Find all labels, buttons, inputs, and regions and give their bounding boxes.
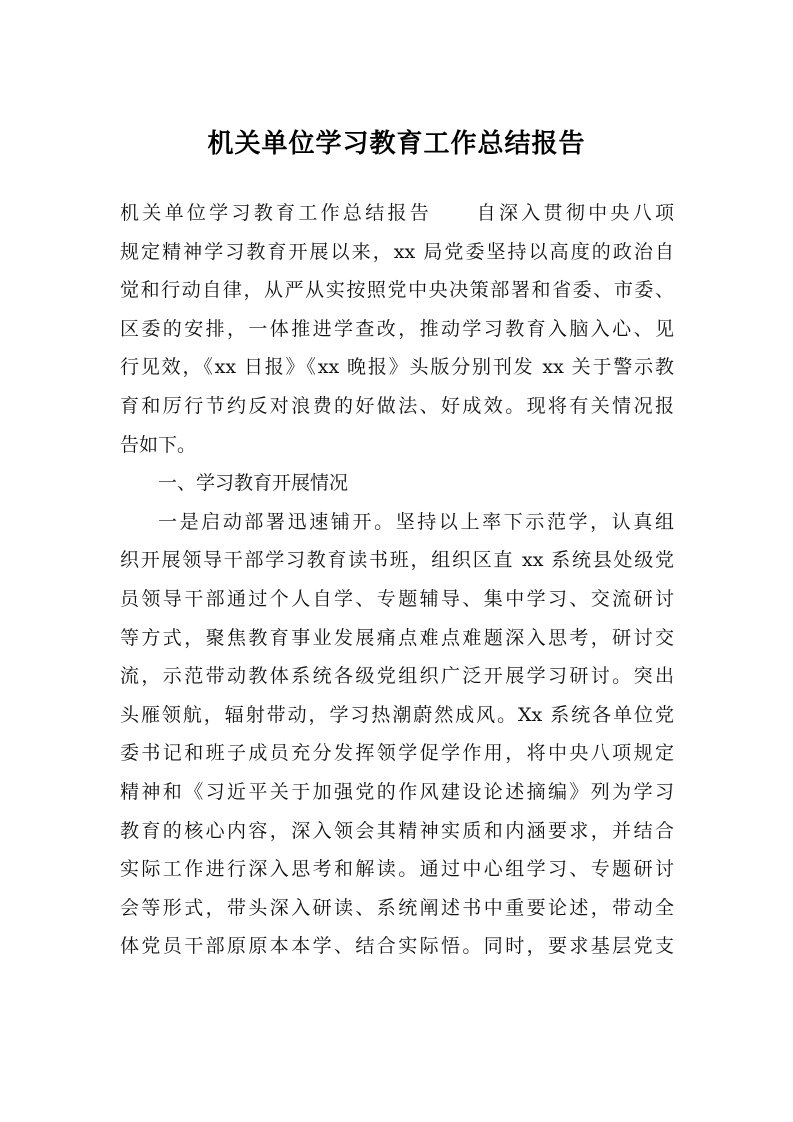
section-heading: 一、学习教育开展情况 — [158, 472, 349, 495]
text-line: 员领导干部通过个人自学、专题辅导、集中学习、交流研讨 — [120, 587, 674, 610]
text-line: 体党员干部原原本本学、结合实际悟。同时，要求基层党支 — [120, 935, 674, 958]
text-line: 育和厉行节约反对浪费的好做法、好成效。现将有关情况报 — [120, 394, 674, 417]
body-paragraph — [120, 503, 674, 966]
text-line: 会等形式，带头深入研读、系统阐述书中重要论述，带动全 — [120, 896, 674, 919]
document-body — [120, 194, 674, 966]
text-line: 实际工作进行深入思考和解读。通过中心组学习、专题研讨 — [120, 858, 674, 881]
text-line: 告如下。 — [120, 433, 197, 456]
text-line: 织开展领导干部学习教育读书班，组织区直 xx 系统县处级党 — [120, 549, 674, 572]
document-title: 机关单位学习教育工作总结报告 — [207, 129, 586, 159]
text-line: 教育的核心内容，深入领会其精神实质和内涵要求，并结合 — [120, 819, 674, 842]
text-line: 一是启动部署迅速铺开。坚持以上率下示范学，认真组 — [158, 510, 674, 533]
text-line: 流，示范带动教体系统各级党组织广泛开展学习研讨。突出 — [120, 665, 674, 688]
text-line: 头雁领航，辐射带动，学习热潮蔚然成风。Xx 系统各单位党 — [120, 703, 674, 726]
text-line: 等方式，聚焦教育事业发展痛点难点难题深入思考，研讨交 — [120, 626, 674, 649]
text-line: 机关单位学习教育工作总结报告 自深入贯彻中央八项 — [120, 202, 674, 224]
text-line: 委书记和班子成员充分发挥领学促学作用，将中央八项规定 — [120, 742, 674, 765]
text-line: 行见效，《xx 日报》《xx 晚报》头版分别刊发 xx 关于警示教 — [120, 356, 674, 379]
text-line: 觉和行动自律，从严从实按照党中央决策部署和省委、市委、 — [120, 279, 674, 302]
intro-paragraph — [120, 194, 674, 464]
text-line: 规定精神学习教育开展以来，xx 局党委坚持以高度的政治自 — [120, 240, 674, 263]
text-line: 精神和《习近平关于加强党的作风建设论述摘编》列为学习 — [120, 780, 674, 803]
text-line: 区委的安排，一体推进学查改，推动学习教育入脑入心、见 — [120, 317, 674, 340]
